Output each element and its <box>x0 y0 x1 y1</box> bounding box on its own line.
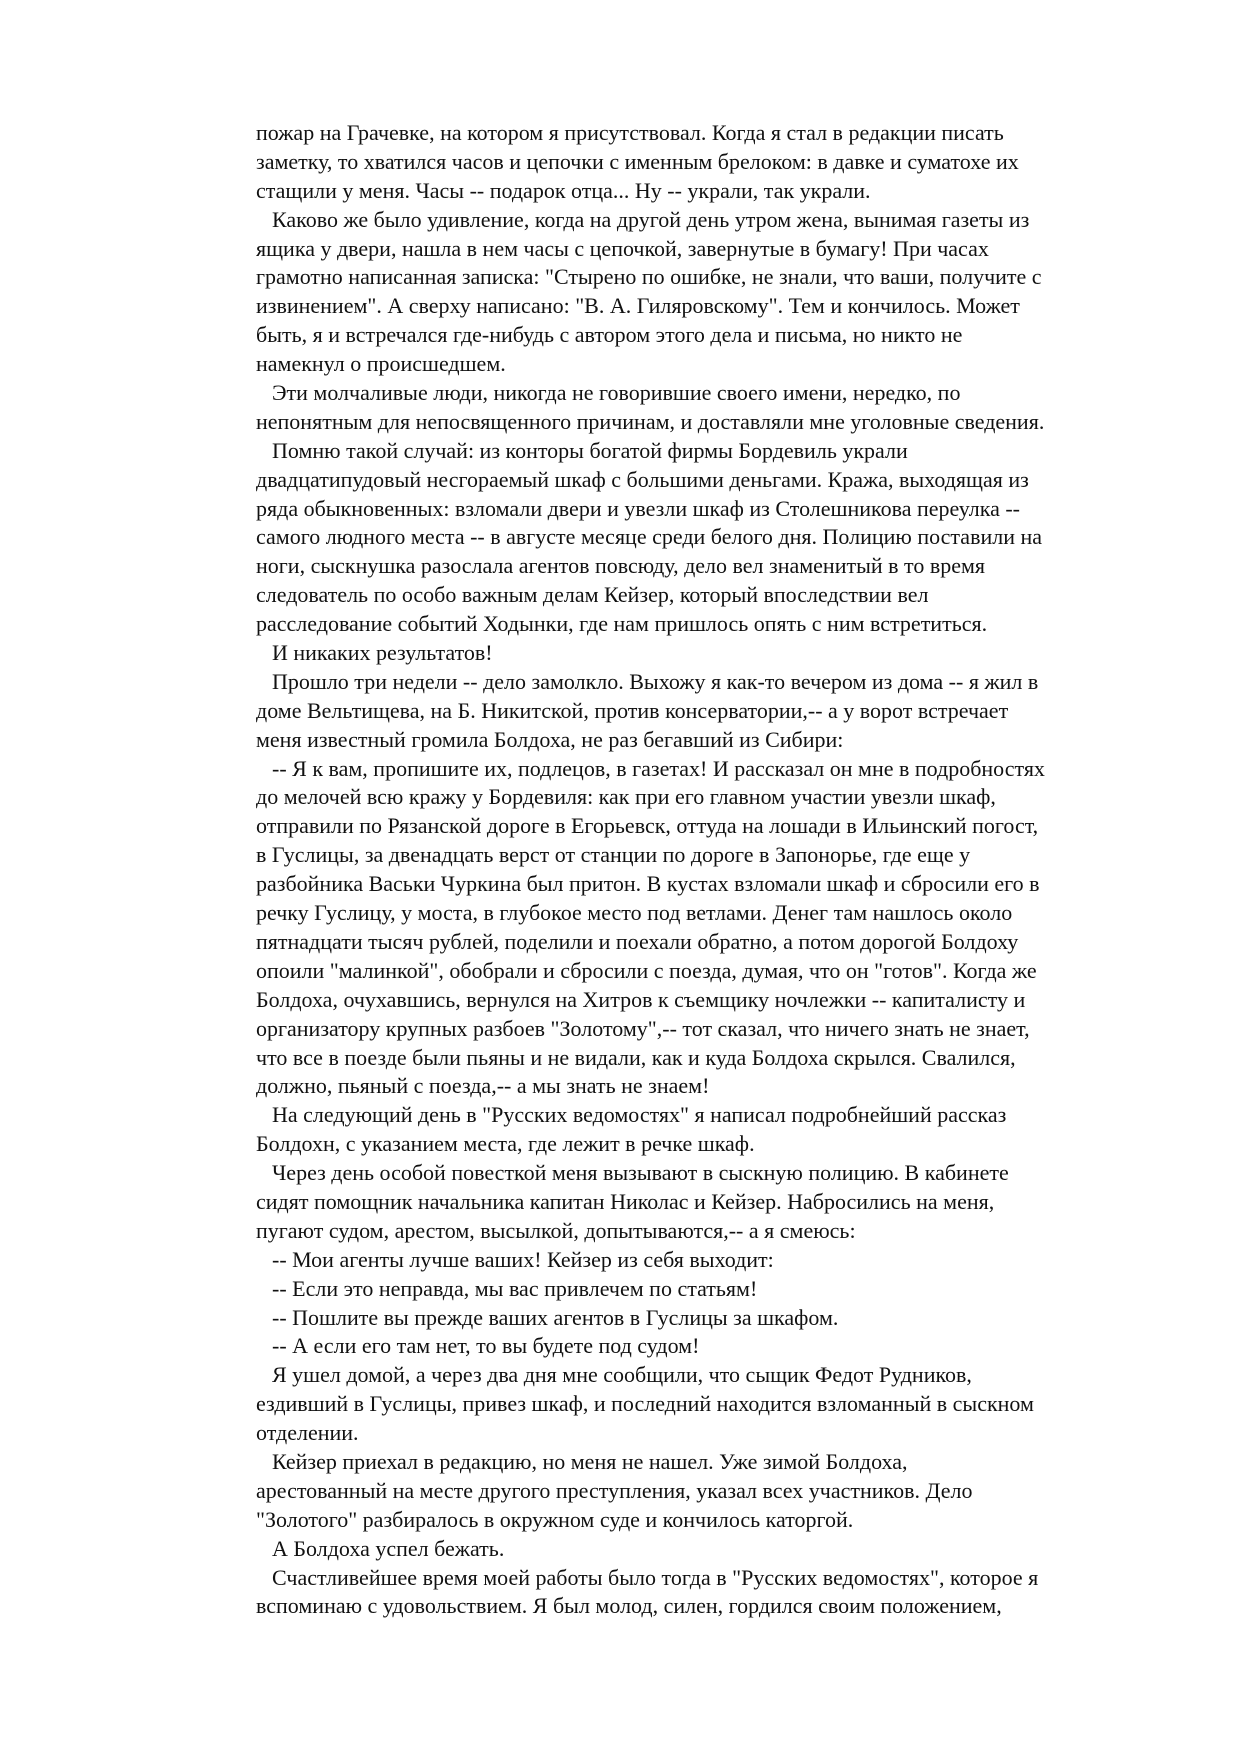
text-line: грамотно написанная записка: "Стырено по ошибке, не знали, что ваши, получите с <box>256 264 1042 290</box>
text-line: отправили по Рязанской дороге в Егорьевск, оттуда на лошади в Ильинский погост, <box>256 813 1039 839</box>
text-line: доме Вельтищева, на Б. Никитской, против консерватории,-- а у ворот встречает <box>256 697 1009 723</box>
text-line: Кейзер приехал в редакцию, но меня не нашел. Уже зимой Болдоха, <box>272 1448 908 1474</box>
text-line: -- Пошлите вы прежде ваших агентов в Гуслицы за шкафом. <box>272 1304 839 1330</box>
body-text <box>256 119 1156 1621</box>
text-line: до мелочей всю кражу у Бордевиля: как при его главном участии увезли шкаф, <box>256 784 996 810</box>
text-line: речку Гуслицу, у моста, в глубокое место под ветлами. Денег там нашлось около <box>256 900 1013 926</box>
text-line: пожар на Грачевке, на котором я присутствовал. Когда я стал в редакции писать <box>256 120 1004 145</box>
text-line: должно, пьяный с поезда,-- а мы знать не знаем! <box>256 1073 710 1099</box>
text-line: двадцатипудовый несгораемый шкаф с большими деньгами. Кража, выходящая из <box>256 466 1029 492</box>
text-line: самого людного места -- в августе месяце среди белого дня. Полицию поставили на <box>256 524 1043 550</box>
text-line: сидят помощник начальника капитан Николас и Кейзер. Набросились на меня, <box>256 1188 995 1214</box>
text-line: непонятным для непосвященного причинам, и доставляли мне уголовные сведения. <box>256 408 1045 434</box>
text-line: -- Мои агенты лучше ваших! Кейзер из себя выходит: <box>272 1246 774 1272</box>
text-line: "Золотого" разбиралось в окружном суде и кончилось каторгой. <box>256 1506 854 1532</box>
text-line: расследование событий Ходынки, где нам пришлось опять с ним встретиться. <box>256 611 988 637</box>
text-line: Болдоха, очухавшись, вернулся на Хитров к съемщику ночлежки -- капиталисту и <box>256 986 1026 1012</box>
text-line: пятнадцати тысяч рублей, поделили и поехали обратно, а потом дорогой Болдоху <box>256 928 1019 954</box>
text-line: стащили у меня. Часы -- подарок отца... Ну -- украли, так украли. <box>256 177 871 203</box>
text-line: разбойника Васьки Чуркина был притон. В кустах взломали шкаф и сбросили его в <box>256 871 1040 897</box>
text-line: -- Я к вам, пропишите их, подлецов, в газетах! И рассказал он мне в подробностях <box>272 755 1045 781</box>
text-line: отделении. <box>256 1420 359 1446</box>
text-line: И никаких результатов! <box>272 640 493 666</box>
text-line: извинением". А сверху написано: "В. А. Гиляровскому". Тем и кончилось. Может <box>256 293 1020 319</box>
text-line: Эти молчаливые люди, никогда не говорившие своего имени, нередко, по <box>272 380 961 406</box>
text-line: ноги, сыскнушка разослала агентов повсюду, дело вел знаменитый в то время <box>256 553 986 579</box>
text-line: намекнул о происшедшем. <box>256 351 506 377</box>
text-line: Помню такой случай: из конторы богатой фирмы Бордевиль украли <box>272 437 908 463</box>
text-line: ящика у двери, нашла в нем часы с цепочкой, завернутые в бумагу! При часах <box>256 235 989 261</box>
text-line: организатору крупных разбоев "Золотому",-- тот сказал, что ничего знать не знает, <box>256 1015 1030 1041</box>
text-line: ездивший в Гуслицы, привез шкаф, и последний находится взломанный в сыскном <box>256 1391 1034 1417</box>
text-line: -- Если это неправда, мы вас привлечем по статьям! <box>272 1275 758 1301</box>
text-line: Счастливейшее время моей работы было тогда в "Русских ведомостях", которое я <box>272 1564 1039 1590</box>
text-line: следователь по особо важным делам Кейзер, который впоследствии вел <box>256 582 929 608</box>
text-line: что все в поезде были пьяны и не видали, как и куда Болдоха скрылся. Свалился, <box>256 1044 1016 1070</box>
text-line: А Болдоха успел бежать. <box>272 1535 505 1561</box>
text-line: Через день особой повесткой меня вызывают в сыскную полицию. В кабинете <box>272 1160 1009 1186</box>
text-line: меня известный громила Болдоха, не раз бегавший из Сибири: <box>256 726 844 752</box>
text-line: Я ушел домой, а через два дня мне сообщили, что сыщик Федот Рудников, <box>272 1362 972 1388</box>
text-line: ряда обыкновенных: взломали двери и увезли шкаф из Столешникова переулка -- <box>256 495 1020 521</box>
text-line: вспоминаю с удовольствием. Я был молод, силен, гордился своим положением, <box>256 1593 1002 1619</box>
text-line: На следующий день в "Русских ведомостях" я написал подробнейший рассказ <box>272 1102 1007 1128</box>
text-line: пугают судом, арестом, высылкой, допытываются,-- а я смеюсь: <box>256 1217 856 1243</box>
text-line: -- А если его там нет, то вы будете под судом! <box>272 1333 700 1359</box>
text-line: опоили "малинкой", обобрали и сбросили с поезда, думая, что он "готов". Когда же <box>256 957 1037 983</box>
text-line: Прошло три недели -- дело замолкло. Выхожу я как-то вечером из дома -- я жил в <box>272 668 1039 694</box>
text-line: Болдохн, с указанием места, где лежит в речке шкаф. <box>256 1131 755 1157</box>
text-line: быть, я и встречался где-нибудь с автором этого дела и письма, но никто не <box>256 322 963 348</box>
text-line: Каково же было удивление, когда на другой день утром жена, вынимая газеты из <box>272 206 1030 232</box>
text-line: заметку, то хватился часов и цепочки с именным брелоком: в давке и суматохе их <box>256 148 1019 174</box>
text-line: арестованный на месте другого преступления, указал всех участников. Дело <box>256 1477 973 1503</box>
text-line: в Гуслицы, за двенадцать верст от станции по дороге в Запонорье, где еще у <box>256 842 971 868</box>
